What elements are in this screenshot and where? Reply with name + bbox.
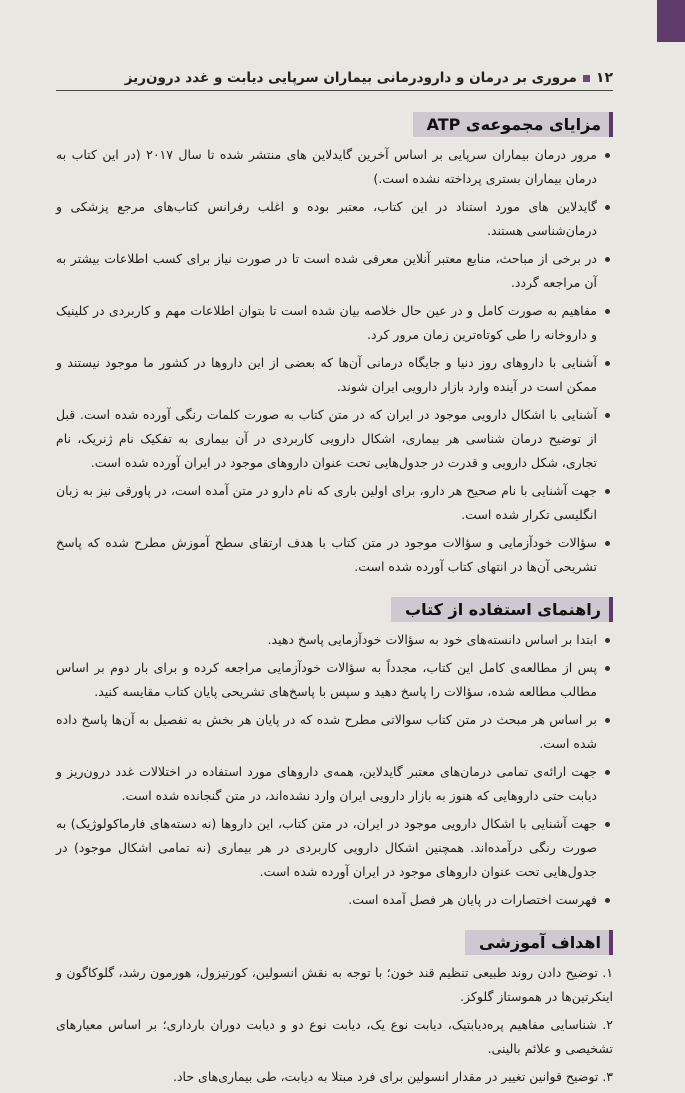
section-title: اهداف آموزشی xyxy=(465,930,613,955)
page-header xyxy=(56,70,613,91)
header-square-icon xyxy=(583,75,590,82)
list-item: سؤالات خودآزمایی و سؤالات موجود در متن کتاب با هدف ارتقای سطح آموزش مطرح شده که پاسخ تشریحی آن‌ها در انتهای کتاب آورده شده است. xyxy=(56,531,613,579)
list-item: آشنایی با اشکال دارویی موجود در ایران که در متن کتاب به صورت کلمات رنگی آورده شده است. قبل از توضیح درمان شناسی هر بیماری، اشکال دارویی کاربردی در آن بیماری به تفکیک نام ژنریک، نام تجاری، شکل دارویی و قدرت در جدول‌هایی تحت عنوان داروهای موجود در ایران آورده شده است. xyxy=(56,403,613,475)
section-title: مزایای مجموعه‌ی ATP xyxy=(413,112,613,137)
numbered-list xyxy=(56,961,613,1089)
list-item: فهرست اختصارات در پایان هر فصل آمده است. xyxy=(56,888,613,912)
section-book-guide xyxy=(56,597,613,912)
list-item: مرور درمان بیماران سرپایی بر اساس آخرین گایدلاین های منتشر شده تا سال ۲۰۱۷ (در این کتاب به درمان بیماران بستری پرداخته نشده است.) xyxy=(56,143,613,191)
list-item: بر اساس هر مبحث در متن کتاب سوالاتی مطرح شده که در پایان هر بخش به تفصیل به آن‌ها پاسخ داده شده است. xyxy=(56,708,613,756)
list-item: پس از مطالعه‌ی کامل این کتاب، مجدداً به سؤالات خودآزمایی مراجعه کرده و برای بار دوم بر اساس مطالب مطالعه شده، سؤالات را پاسخ دهید و سپس با پاسخ‌های تشریحی پایان کتاب مقایسه کنید. xyxy=(56,656,613,704)
bullet-list xyxy=(56,628,613,912)
list-item: جهت ارائه‌ی تمامی درمان‌های معتبر گایدلاین، همه‌ی داروهای مورد استفاده در اختلالات غدد درون‌ریز و دیابت حتی داروهایی که هنوز به بازار دارویی ایران وارد نشده‌اند، در متن گنجانده شده است. xyxy=(56,760,613,808)
page-number: ۱۲ xyxy=(595,70,613,86)
section-title: راهنمای استفاده از کتاب xyxy=(391,597,613,622)
running-title: مروری بر درمان و دارودرمانی بیماران سرپایی دیابت و غدد درون‌ریز xyxy=(124,70,577,86)
list-item: جهت آشنایی با اشکال دارویی موجود در ایران، در متن کتاب، این داروها (نه دسته‌های فارماکولوژیک) به صورت رنگی درآمده‌اند. همچنین اشکال دارویی کاربردی در هر بیماری (نه تمامی اشکال موجود) در جدول‌هایی تحت عنوان داروهای موجود در ایران آورده شده است. xyxy=(56,812,613,884)
list-item: مفاهیم به صورت کامل و در عین حال خلاصه بیان شده است تا بتوان اطلاعات مهم و کاربردی در کلینیک و داروخانه را طی کوتاه‌ترین زمان مرور کرد. xyxy=(56,299,613,347)
list-item: در برخی از مباحث، منابع معتبر آنلاین معرفی شده است تا در صورت نیاز برای کسب اطلاعات بیشتر به آن مراجعه گردد. xyxy=(56,247,613,295)
list-item: ۱. توضیح دادن روند طبیعی تنظیم قند خون؛ با توجه به نقش انسولین، کورتیزول، هورمون رشد، گلوکاگون و اینکرتین‌ها در هموستاز گلوکز. xyxy=(56,965,613,1004)
page-content xyxy=(56,112,613,1093)
chapter-tab xyxy=(657,0,685,42)
list-item: ۳. توضیح قوانین تغییر در مقدار انسولین برای فرد مبتلا به دیابت، طی بیماری‌های حاد. xyxy=(172,1069,613,1084)
list-item: گایدلاین های مورد استناد در این کتاب، معتبر بوده و اغلب رفرانس کتاب‌های مرجع پزشکی و درمان‌شناسی هستند. xyxy=(56,195,613,243)
bullet-list xyxy=(56,143,613,579)
list-item: آشنایی با داروهای روز دنیا و جایگاه درمانی آن‌ها که بعضی از این داروها در کشور ما موجود نیستند و ممکن است در آینده وارد بازار دارویی ایران شوند. xyxy=(56,351,613,399)
list-item: ۲. شناسایی مفاهیم پره‌دیابتیک، دیابت نوع یک، دیابت نوع دو و دیابت دوران بارداری؛ بر اساس معیارهای تشخیصی و علائم بالینی. xyxy=(56,1017,613,1056)
list-item: ابتدا بر اساس دانسته‌های خود به سؤالات خودآزمایی پاسخ دهید. xyxy=(56,628,613,652)
section-atp-advantages xyxy=(56,112,613,579)
section-learning-goals xyxy=(56,930,613,1089)
list-item: جهت آشنایی با نام صحیح هر دارو، برای اولین باری که نام دارو در متن آمده است، در پاورقی نیز به زبان انگلیسی تکرار شده است. xyxy=(56,479,613,527)
